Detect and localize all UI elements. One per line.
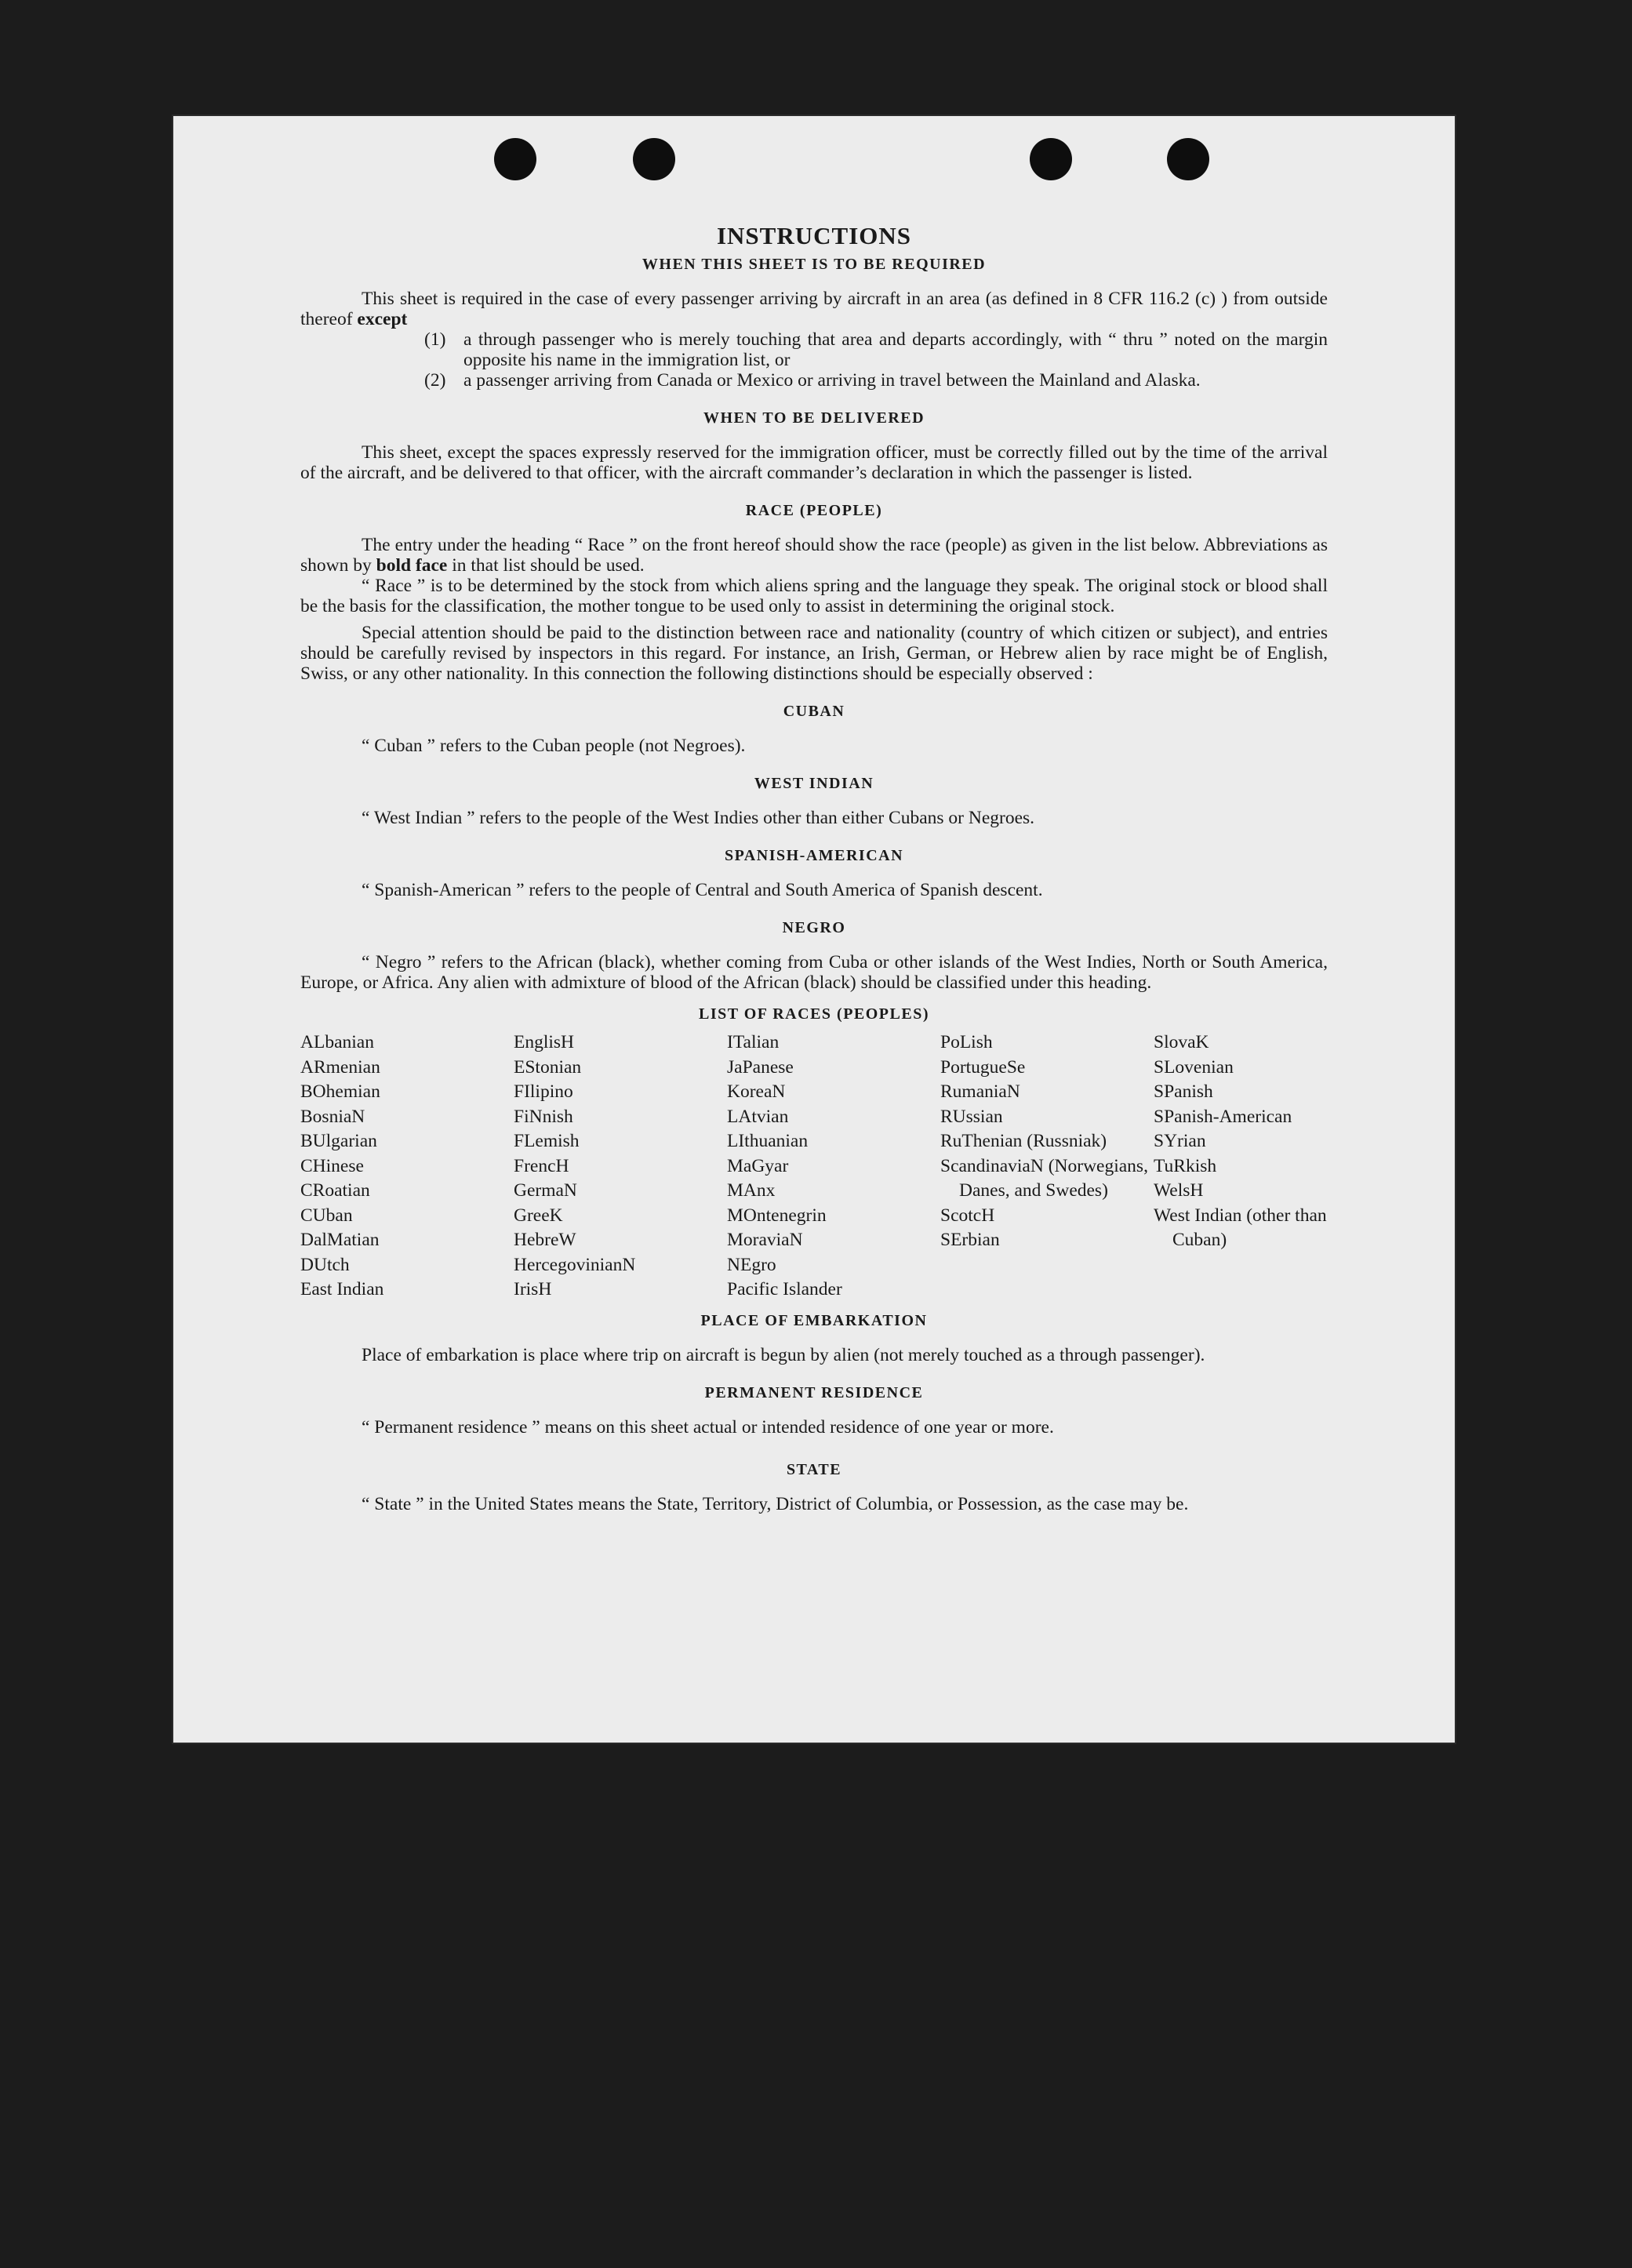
race-entry: FrencH (514, 1155, 569, 1176)
race-entry: LAtvian (727, 1106, 789, 1127)
race-entry: SYrian (1154, 1131, 1206, 1151)
section-heading-negro: NEGRO (782, 919, 846, 936)
race-entry: GreeK (514, 1205, 563, 1226)
section-heading-delivered: WHEN TO BE DELIVERED (703, 409, 925, 427)
section-heading-list-of-races: LIST OF RACES (PEOPLES) (698, 1005, 929, 1023)
cuban-text: “ Cuban ” refers to the Cuban people (not Negroes). (362, 736, 746, 756)
exception-item-2: (2) a passenger arriving from Canada or Mexico or arriving in travel between the Mainland and Alaska. (424, 370, 1201, 391)
race-entry: RUssian (940, 1106, 1003, 1127)
races-column (300, 1030, 514, 1303)
race-entry: EStonian (514, 1056, 582, 1078)
race-entry: ALbanian (300, 1032, 374, 1052)
residence-text: “ Permanent residence ” means on this sheet actual or intended residence of one year or more. (362, 1416, 1054, 1437)
section-heading-embarkation: PLACE OF EMBARKATION (700, 1311, 928, 1329)
race-entry: West Indian (other than Cuban) (1154, 1205, 1327, 1250)
race-entry: JaPanese (727, 1056, 794, 1078)
punch-hole (633, 138, 675, 180)
race-paragraph-2: “ Race ” is to be determined by the stock from which aliens spring and the language they speak. The original stock or blood shall be the basis for the classification, the mother tongue to be used only to assist in determining the original stock. (300, 576, 1328, 616)
race-entry: Pacific Islander (727, 1279, 842, 1299)
race-entry: EnglisH (514, 1032, 575, 1052)
race-entry: BOhemian (300, 1081, 380, 1102)
race-entry: CRoatian (300, 1180, 370, 1201)
race-entry: HebreW (514, 1230, 576, 1250)
race-entry: RuThenian (Russniak) (940, 1131, 1107, 1151)
document-sheet (173, 116, 1455, 1743)
races-column (514, 1030, 727, 1303)
race-entry: PoLish (940, 1032, 993, 1052)
races-column (940, 1030, 1154, 1303)
race-entry: FiNnish (514, 1106, 573, 1127)
races-column (727, 1030, 940, 1303)
race-entry: PortugueSe (940, 1056, 1026, 1078)
race-entry: ScotcH (940, 1205, 995, 1226)
race-entry: SPanish-American (1154, 1106, 1292, 1127)
race-entry: MaGyar (727, 1155, 789, 1176)
race-entry: HercegovinianN (514, 1254, 636, 1275)
instructions-content (300, 222, 1328, 1514)
race-entry: SPanish (1154, 1081, 1213, 1102)
race-entry: DalMatian (300, 1230, 380, 1250)
race-entry: MAnx (727, 1180, 776, 1201)
exception-item-1: (1) a through passenger who is merely touching that area and departs accordingly, with “ thru ” noted on the margin opposite his name in the immigration list, or (424, 329, 1328, 370)
race-entry: BosniaN (300, 1106, 365, 1127)
race-entry: MoraviaN (727, 1230, 803, 1250)
race-entry: DUtch (300, 1254, 350, 1275)
negro-text: “ Negro ” refers to the African (black), whether coming from Cuba or other islands of the West Indies, North or South America, Europe, or Africa. Any alien with admixture of blood of the African (black) should be classified under this heading. (300, 952, 1328, 993)
delivered-text: This sheet, except the spaces expressly reserved for the immigration officer, must be correctly filled out by the time of the arrival of the aircraft, and be delivered to that officer, with the aircraft commander’s declaration in which the passenger is listed. (300, 442, 1328, 483)
embarkation-text: Place of embarkation is place where trip on aircraft is begun by alien (not merely touched as a through passenger). (362, 1344, 1205, 1365)
section-heading-cuban: CUBAN (783, 703, 845, 720)
race-entry: SlovaK (1154, 1032, 1209, 1052)
race-entry: FIlipino (514, 1081, 573, 1102)
west-indian-text: “ West Indian ” refers to the people of the West Indies other than either Cubans or Negroes. (362, 808, 1035, 828)
race-entry: TuRkish (1154, 1155, 1217, 1176)
race-entry: SErbian (940, 1230, 1000, 1250)
race-entry: SLovenian (1154, 1056, 1234, 1078)
race-entry: East Indian (300, 1279, 384, 1299)
race-entry: CUban (300, 1205, 353, 1226)
race-entry: NEgro (727, 1254, 776, 1275)
punch-hole (494, 138, 536, 180)
races-table (300, 1030, 1328, 1303)
race-entry: BUlgarian (300, 1131, 377, 1151)
punch-hole (1167, 138, 1209, 180)
race-entry: WelsH (1154, 1180, 1204, 1201)
section-heading-race: RACE (PEOPLE) (745, 502, 883, 519)
section-heading-required: WHEN THIS SHEET IS TO BE REQUIRED (642, 256, 987, 273)
race-entry: MOntenegrin (727, 1205, 827, 1226)
state-text: “ State ” in the United States means the State, Territory, District of Columbia, or Possession, as the case may be. (362, 1493, 1189, 1514)
race-entry: CHinese (300, 1155, 364, 1176)
races-column (1154, 1030, 1328, 1303)
section-heading-residence: PERMANENT RESIDENCE (704, 1383, 924, 1401)
page-title: INSTRUCTIONS (716, 222, 911, 249)
race-entry: GermaN (514, 1180, 577, 1201)
race-entry: ITalian (727, 1032, 780, 1052)
section-heading-state: STATE (786, 1460, 842, 1478)
required-intro: This sheet is required in the case of every passenger arriving by aircraft in an area (as defined in 8 CFR 116.2 (c) ) from outside thereof except (300, 289, 1328, 329)
race-entry: ARmenian (300, 1056, 380, 1078)
race-paragraph-1: The entry under the heading “ Race ” on the front hereof should show the race (people) as given in the list below. Abbreviations as shown by bold face in that list should be used. (300, 535, 1328, 576)
spanish-american-text: “ Spanish-American ” refers to the people of Central and South America of Spanish descent. (362, 880, 1043, 900)
race-paragraph-3: Special attention should be paid to the distinction between race and nationality (country of which citizen or subject), and entries should be carefully revised by inspectors in this regard. For instance, an Irish, German, or Hebrew alien by race might be of English, Swiss, or any other nationality. In this connection the following distinctions should be especially observed : (300, 623, 1328, 684)
race-entry: IrisH (514, 1279, 552, 1299)
section-heading-spanish-american: SPANISH-AMERICAN (724, 847, 904, 864)
race-entry: FLemish (514, 1131, 580, 1151)
race-entry: KoreaN (727, 1081, 786, 1102)
race-entry: RumaniaN (940, 1081, 1020, 1102)
punch-hole (1030, 138, 1072, 180)
section-heading-west-indian: WEST INDIAN (754, 775, 874, 792)
race-entry: ScandinaviaN (Norwegians, Danes, and Swedes) (940, 1155, 1148, 1201)
race-entry: LIthuanian (727, 1131, 809, 1151)
